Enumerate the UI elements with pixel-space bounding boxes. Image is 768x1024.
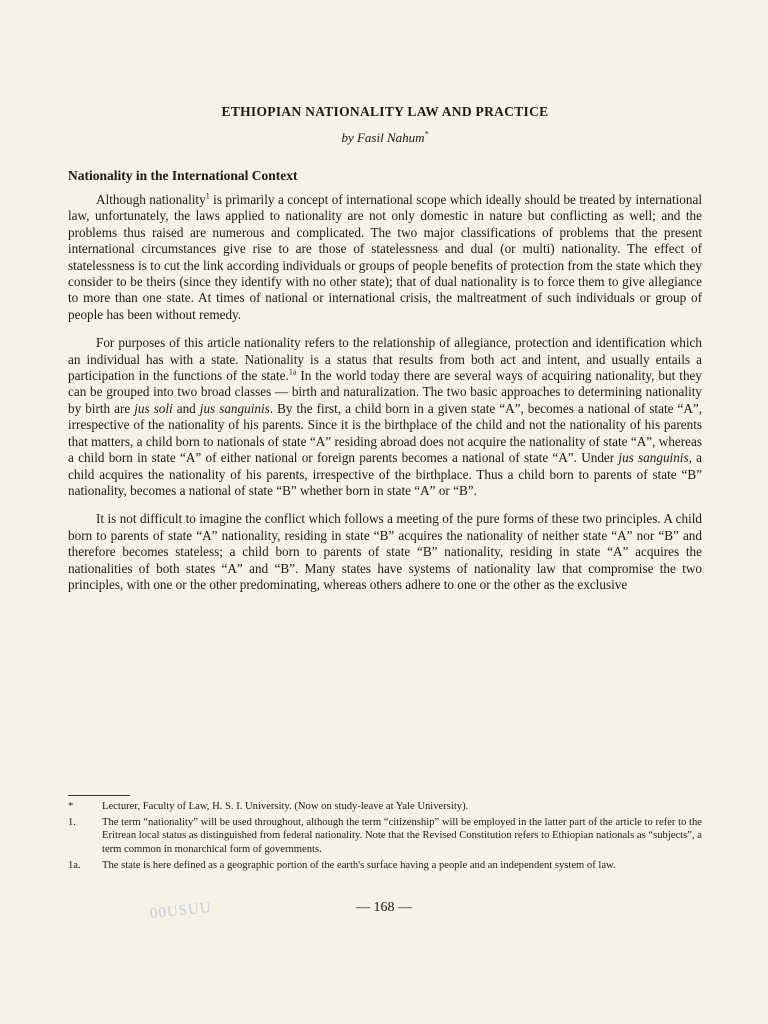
paragraph-2-text-a: For purposes of this article nationality refers to the relationship of allegiance, protection and identification which an individual has with a state. Nationality is a status that results from both act and intent, and usually entails a participation in the functions of the state.	[68, 335, 702, 384]
paragraph-2	[68, 335, 702, 499]
footnote-text: The state is here defined as a geographic portion of the earth's surface having a people and an independent system of law.	[102, 859, 616, 871]
footnote-text: The term “nationality” will be used throughout, although the term “citizenship” will be employed in the latter part of the article to refer to the Eritrean local status as distinguished from federal nationality. Note that the Revised Constitution refers to Ethiopian nationals as “subjects”, a term common in monarchical form of governments.	[102, 817, 702, 855]
library-stamp: 00USUU	[149, 899, 213, 923]
author-footnote-mark: *	[424, 129, 429, 139]
paragraph-2-text-e: , a child acquires the nationality of his parents, irrespective of the birthplace. Thus a child born to parents of state “B” nationality, becomes a national of state “B” whether born in state “A” or “B”.	[68, 450, 703, 498]
footnote-mark: 1.	[68, 817, 76, 829]
paragraph-1-text-a: Although nationality	[96, 192, 206, 207]
section-heading: Nationality in the International Context	[68, 168, 298, 183]
paragraph-2-text-c: and	[172, 400, 200, 416]
byline-prefix: by	[341, 130, 354, 145]
footnote-mark: 1a.	[68, 859, 81, 871]
footnotes	[68, 795, 702, 875]
article-body	[68, 104, 702, 605]
author-name: Fasil Nahum	[356, 130, 425, 145]
byline	[68, 130, 702, 146]
term-jus-soli: jus soli	[134, 400, 173, 416]
article-title: ETHIOPIAN NATIONALITY LAW AND PRACTICE	[221, 104, 549, 119]
footnote-rule	[68, 795, 130, 796]
paragraph-1-text-b: is primarily a concept of international scope which ideally should be treated by international law, unfortunately, the laws applied to nationality are not only domestic in nature but conflicting as well; and the problems thus raised are numerous and complicated. The two major classifications of problems that the present international circumstances give rise to are those of statelessness and dual (or multi) nationality. The effect of statelessness is to cut the link according individuals or groups of people benefits of protection from the state which they consider to be theirs (since they identify with no other state); that of dual nationality is to force them to give allegiance to more than one state. At times of national or international crisis, the maltreatment of such individuals or group of people has been without remedy.	[68, 192, 702, 322]
paragraph-3: It is not difficult to imagine the conflict which follows a meeting of the pure forms of these two principles. A child born to parents of state “A” nationality, residing in state “B” acquires the nationality of neither state “A” nor “B” and therefore becomes stateless; a child born to parents of state “B” nationality, residing in state “A” acquires the nationalities of both states “A” and “B”. Many states have systems of nationality law that compromise the two principles, with one or the other predominating, whereas others adhere to one or the other as the exclusive	[68, 511, 702, 592]
footnote-item	[68, 816, 702, 856]
page-number: — 168 —	[356, 900, 412, 915]
paragraph-1	[68, 192, 702, 323]
paragraph-2-text-b: In the world today there are several ways of acquiring nationality, but they can be grouped into two broad classes — birth and naturalization. The two basic approaches to determining nationality by birth are	[68, 368, 702, 416]
footnote-ref-1a: 1a	[288, 367, 297, 377]
paragraph-2-text-d: . By the first, a child born in a given state “A”, becomes a national of state “A”, irrespective of the nationality of his parents. Since it is the birthplace of the child and not the nationality of his parents that matters, a child born to nationals of state “A” residing abroad does not acquire the nationality of state “A”, whereas a child born in state “A” of either national or foreign parents becomes a national of state “A”. Under	[68, 400, 703, 466]
footnote-item	[68, 800, 702, 813]
footnote-item	[68, 859, 702, 872]
footnote-ref-1: 1	[205, 191, 210, 201]
term-jus-sanguinis-2: jus sanguinis	[618, 450, 689, 466]
footnote-text: Lecturer, Faculty of Law, H. S. I. University. (Now on study-leave at Yale University).	[102, 801, 469, 812]
footnote-mark: *	[68, 801, 74, 812]
term-jus-sanguinis: jus sanguinis	[199, 400, 270, 416]
